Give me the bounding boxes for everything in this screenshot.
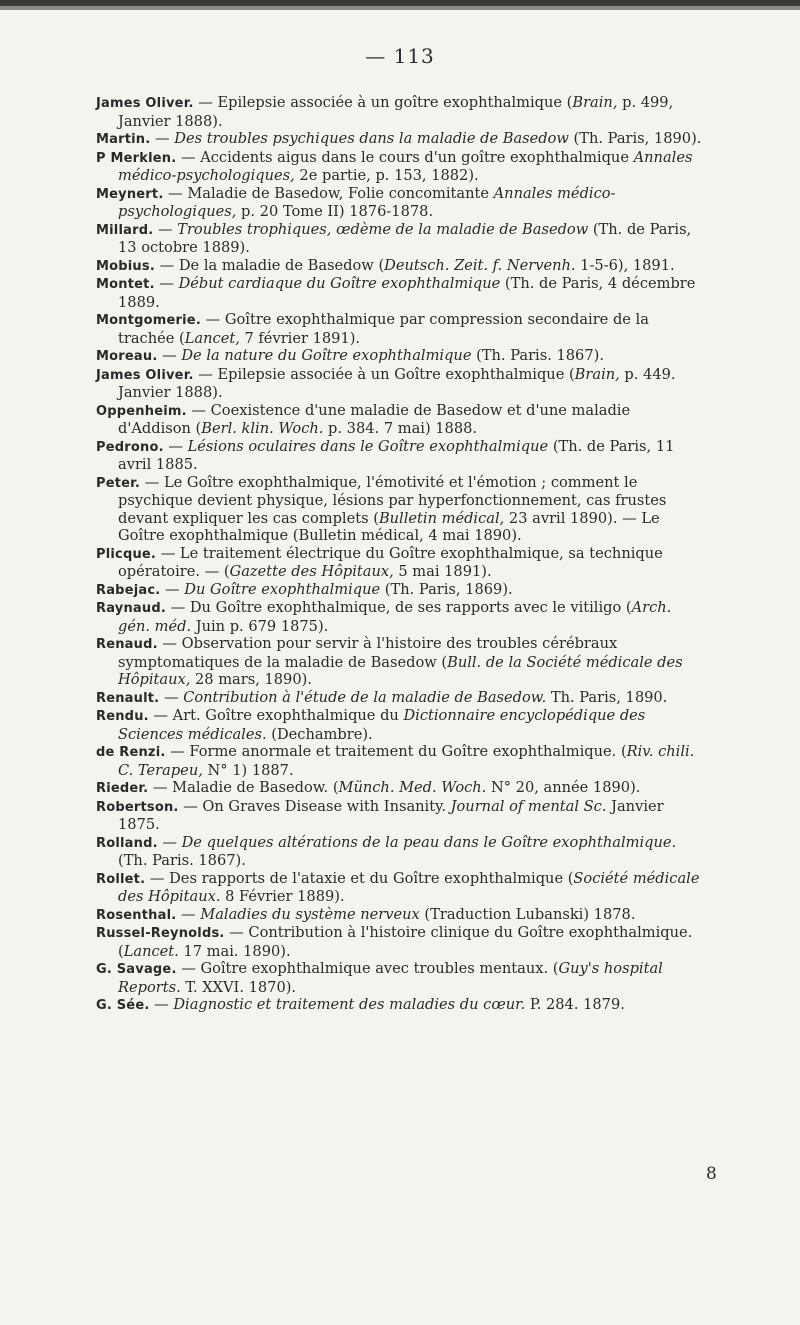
entry-text: — De la maladie de Basedow (	[154, 256, 385, 274]
entry-title: Société médicale des Hôpitaux.	[118, 869, 700, 905]
entry-author: Pedrono.	[96, 439, 164, 455]
entry-text: — Epilepsie associée à un goître exophthalmique (	[193, 94, 573, 111]
bibliography-entry	[96, 707, 706, 743]
entry-author: de Renzi.	[96, 745, 166, 760]
entry-author: Robertson.	[96, 799, 179, 815]
entry-title: Troubles trophiques, œdème de la maladie de Basedow	[177, 220, 589, 238]
bibliography-entry	[96, 581, 706, 600]
bibliography-entry	[96, 635, 706, 689]
entry-text: —	[150, 130, 175, 147]
entry-text: (Th. de Paris, 11 avril 1885.	[118, 437, 675, 473]
bibliography-entry	[96, 149, 706, 185]
entry-text: — Forme anormale et traitement du Goître exophthalmique. (	[165, 743, 627, 760]
entry-text: —	[176, 905, 201, 923]
entry-text: —	[154, 275, 179, 292]
bibliography-entry	[96, 402, 706, 438]
entry-text: — Art. Goître exophthalmique du	[148, 707, 404, 724]
entry-author: Renault.	[96, 690, 160, 706]
entry-title: Berl. klin. Woch.	[201, 420, 324, 437]
entry-text: — Coexistence d'une maladie de Basedow et d'une maladie d'Addison (	[118, 401, 631, 437]
entry-text: 2e partie, p. 153, 1882).	[294, 167, 479, 184]
entry-text: — Le traitement électrique du Goître exophthalmique, sa technique opératoire. — (	[118, 544, 663, 580]
entry-text: 28 mars, 1890).	[190, 671, 312, 688]
entry-text: —	[159, 688, 184, 706]
entry-title: Contribution à l'étude de la maladie de Basedow.	[183, 688, 547, 706]
entry-title: Brain,	[574, 365, 620, 383]
bibliography-entry	[96, 599, 706, 635]
entry-text: Janvier 1875.	[118, 797, 664, 833]
entry-text: p. 449. Janvier 1888).	[118, 365, 676, 401]
entry-text: (Th. Paris, 1890).	[568, 130, 702, 147]
entry-text: — Observation pour servir à l'histoire des troubles cérébraux symptomatiques de la maladie de Basedow (	[118, 635, 618, 671]
entry-text: — Accidents aigus dans le cours d'un goître exophthalmique	[176, 148, 634, 166]
entry-text: (Th. Paris. 1867).	[471, 347, 604, 364]
entry-text: 23 avril 1890). — Le Goître exophthalmique (Bulletin médical, 4 mai 1890).	[118, 509, 660, 544]
entry-author: Montet.	[96, 277, 155, 292]
bibliography-entry	[96, 960, 706, 996]
entry-text: — Maladie de Basedow, Folie concomitante	[163, 184, 494, 202]
entry-title: Journal of mental Sc.	[450, 797, 607, 815]
bibliography-entry	[96, 545, 706, 581]
bibliography-entry	[96, 221, 706, 257]
entry-text: —	[149, 996, 174, 1013]
entry-title: Guy's hospital Reports.	[118, 960, 663, 996]
entry-title: Riv. chili. C. Terapeu,	[118, 743, 695, 779]
entry-title: Gazette des Hôpitaux,	[229, 563, 394, 580]
entry-text: —	[163, 437, 188, 455]
entry-author: Martin.	[96, 132, 151, 147]
entry-text: —	[153, 220, 178, 238]
bibliography-entry	[96, 924, 706, 960]
entry-text: p. 20 Tome II) 1876-1878.	[236, 203, 434, 220]
entry-author: Meynert.	[96, 186, 164, 202]
entry-text: — On Graves Disease with Insanity.	[178, 797, 451, 815]
bibliography-entry	[96, 366, 706, 402]
entry-author: Rosenthal.	[96, 907, 177, 923]
entry-text: (Th. de Paris, 13 octobre 1889).	[118, 220, 692, 256]
entry-text: (Dechambre).	[266, 725, 373, 743]
entry-text: 5 mai 1891).	[393, 563, 492, 580]
bibliography-entry	[96, 257, 706, 276]
bibliography-entry	[96, 743, 706, 779]
page-number: — 113	[365, 44, 435, 68]
bibliography-entry	[96, 438, 706, 474]
bibliography-entry	[96, 474, 706, 545]
entry-author: Peter.	[96, 475, 141, 491]
entry-author: Rendu.	[96, 709, 149, 724]
entry-title: De quelques altérations de la peau dans le Goître exophthalmique.	[181, 833, 677, 851]
bibliography-entry	[96, 996, 706, 1015]
entry-text: (Traduction Lubanski) 1878.	[419, 905, 636, 923]
entry-title: Brain,	[572, 94, 618, 111]
entry-text: —	[160, 580, 185, 598]
entry-text: 17 mai. 1890).	[178, 942, 291, 960]
entry-title: Des troubles psychiques dans la maladie de Basedow	[174, 130, 569, 147]
entry-title: Maladies du système nerveux	[200, 905, 420, 923]
entry-author: Rieder.	[96, 781, 149, 796]
entry-text: — Goître exophthalmique avec troubles mentaux. (	[176, 960, 559, 977]
entry-author: Rollet.	[96, 871, 146, 887]
bibliography-entry	[96, 311, 706, 347]
bibliography-entry	[96, 834, 706, 870]
entry-text: p. 499, Janvier 1888).	[118, 94, 674, 130]
entry-title: Début cardiaque du Goître exophthalmique	[178, 275, 501, 292]
entry-title: De la nature du Goître exophthalmique	[181, 347, 472, 364]
page-top-edge-shadow	[0, 6, 800, 10]
entry-text: — Epilepsie associée à un Goître exophthalmique (	[193, 365, 575, 383]
entry-title: Bull. de la Société médicale des Hôpitaux,	[118, 653, 683, 688]
entry-author: Rabejac.	[96, 582, 161, 598]
bibliography-entry	[96, 798, 706, 834]
entry-author: Rolland.	[96, 835, 158, 851]
entry-text: — Du Goître exophthalmique, de ses rapports avec le vitiligo (	[165, 599, 632, 616]
bibliography-entry	[96, 130, 706, 149]
bibliography-entry	[96, 347, 706, 366]
entry-title: Annales médico-psychologiques,	[118, 184, 616, 220]
entry-title: Bulletin médical,	[378, 509, 505, 527]
entry-text: —	[157, 347, 182, 364]
entry-title: Lancet,	[184, 329, 240, 347]
entry-author: Oppenheim.	[96, 403, 187, 419]
entry-author: P Merklen.	[96, 150, 177, 166]
entry-title: Dictionnaire encyclopédique des Sciences médicales.	[118, 707, 646, 743]
entry-author: Millard.	[96, 222, 154, 238]
entry-author: James Oliver.	[96, 96, 194, 111]
entry-author: G. Sée.	[96, 998, 150, 1013]
entry-title: Lancet.	[123, 942, 179, 960]
entry-text: — Contribution à l'histoire clinique du Goître exophthalmique. (	[118, 924, 693, 960]
entry-author: Raynaud.	[96, 601, 166, 616]
entry-text: p. 384. 7 mai) 1888.	[323, 420, 478, 437]
entry-text: (Th. de Paris, 4 décembre 1889.	[118, 275, 696, 311]
entry-title: Deutsch. Zeit. f. Nervenh.	[384, 256, 576, 274]
bibliography-entry	[96, 275, 706, 311]
entry-text: (Th. Paris, 1869).	[380, 580, 513, 598]
entry-text: 7 février 1891).	[239, 329, 361, 347]
entry-author: Plicque.	[96, 546, 157, 562]
entry-author: James Oliver.	[96, 367, 194, 383]
entry-title: Münch. Med. Woch.	[338, 779, 487, 796]
entry-text: P. 284. 1879.	[525, 996, 625, 1013]
entry-text: (Th. Paris. 1867).	[118, 852, 246, 869]
bibliography-entry	[96, 94, 706, 130]
bibliography-list	[96, 94, 706, 1015]
entry-title: Du Goître exophthalmique	[184, 580, 381, 598]
entry-text: — Maladie de Basedow. (	[148, 779, 339, 796]
entry-title: Arch. gén. méd.	[118, 599, 672, 635]
entry-title: Annales médico-psychologiques,	[118, 148, 693, 184]
entry-text: Th. Paris, 1890.	[546, 688, 668, 706]
bibliography-entry	[96, 689, 706, 708]
entry-text: T. XXVI. 1870).	[180, 978, 297, 996]
entry-text: — Des rapports de l'ataxie et du Goître exophthalmique (	[145, 869, 574, 887]
entry-text: N° 20, année 1890).	[486, 779, 641, 796]
entry-text: — Goître exophthalmique par compression secondaire de la trachée (	[118, 311, 649, 347]
entry-author: Moreau.	[96, 349, 158, 364]
signature-mark: 8	[706, 1164, 717, 1184]
entry-text: —	[157, 833, 182, 851]
entry-text: 8 Février 1889).	[220, 888, 345, 905]
entry-author: Mobius.	[96, 258, 155, 274]
entry-text: — Le Goître exophthalmique, l'émotivité et l'émotion ; comment le psychique devient physique, lésions par hyperfonctionnement, cas frustes devant expliquer les cas complets (	[118, 473, 667, 527]
entry-text: N° 1) 1887.	[202, 761, 294, 779]
entry-author: Russel-Reynolds.	[96, 926, 225, 941]
entry-author: G. Savage.	[96, 962, 177, 977]
bibliography-entry	[96, 185, 706, 221]
entry-author: Renaud.	[96, 637, 158, 652]
entry-text: 1-5-6), 1891.	[575, 256, 675, 274]
entry-text: Juin p. 679 1875).	[191, 617, 329, 635]
bibliography-entry	[96, 906, 706, 925]
entry-author: Montgomerie.	[96, 313, 201, 328]
bibliography-entry	[96, 779, 706, 798]
entry-title: Diagnostic et traitement des maladies du cœur.	[173, 996, 526, 1013]
bibliography-entry	[96, 870, 706, 906]
entry-title: Lésions oculaires dans le Goître exophthalmique	[187, 437, 549, 455]
